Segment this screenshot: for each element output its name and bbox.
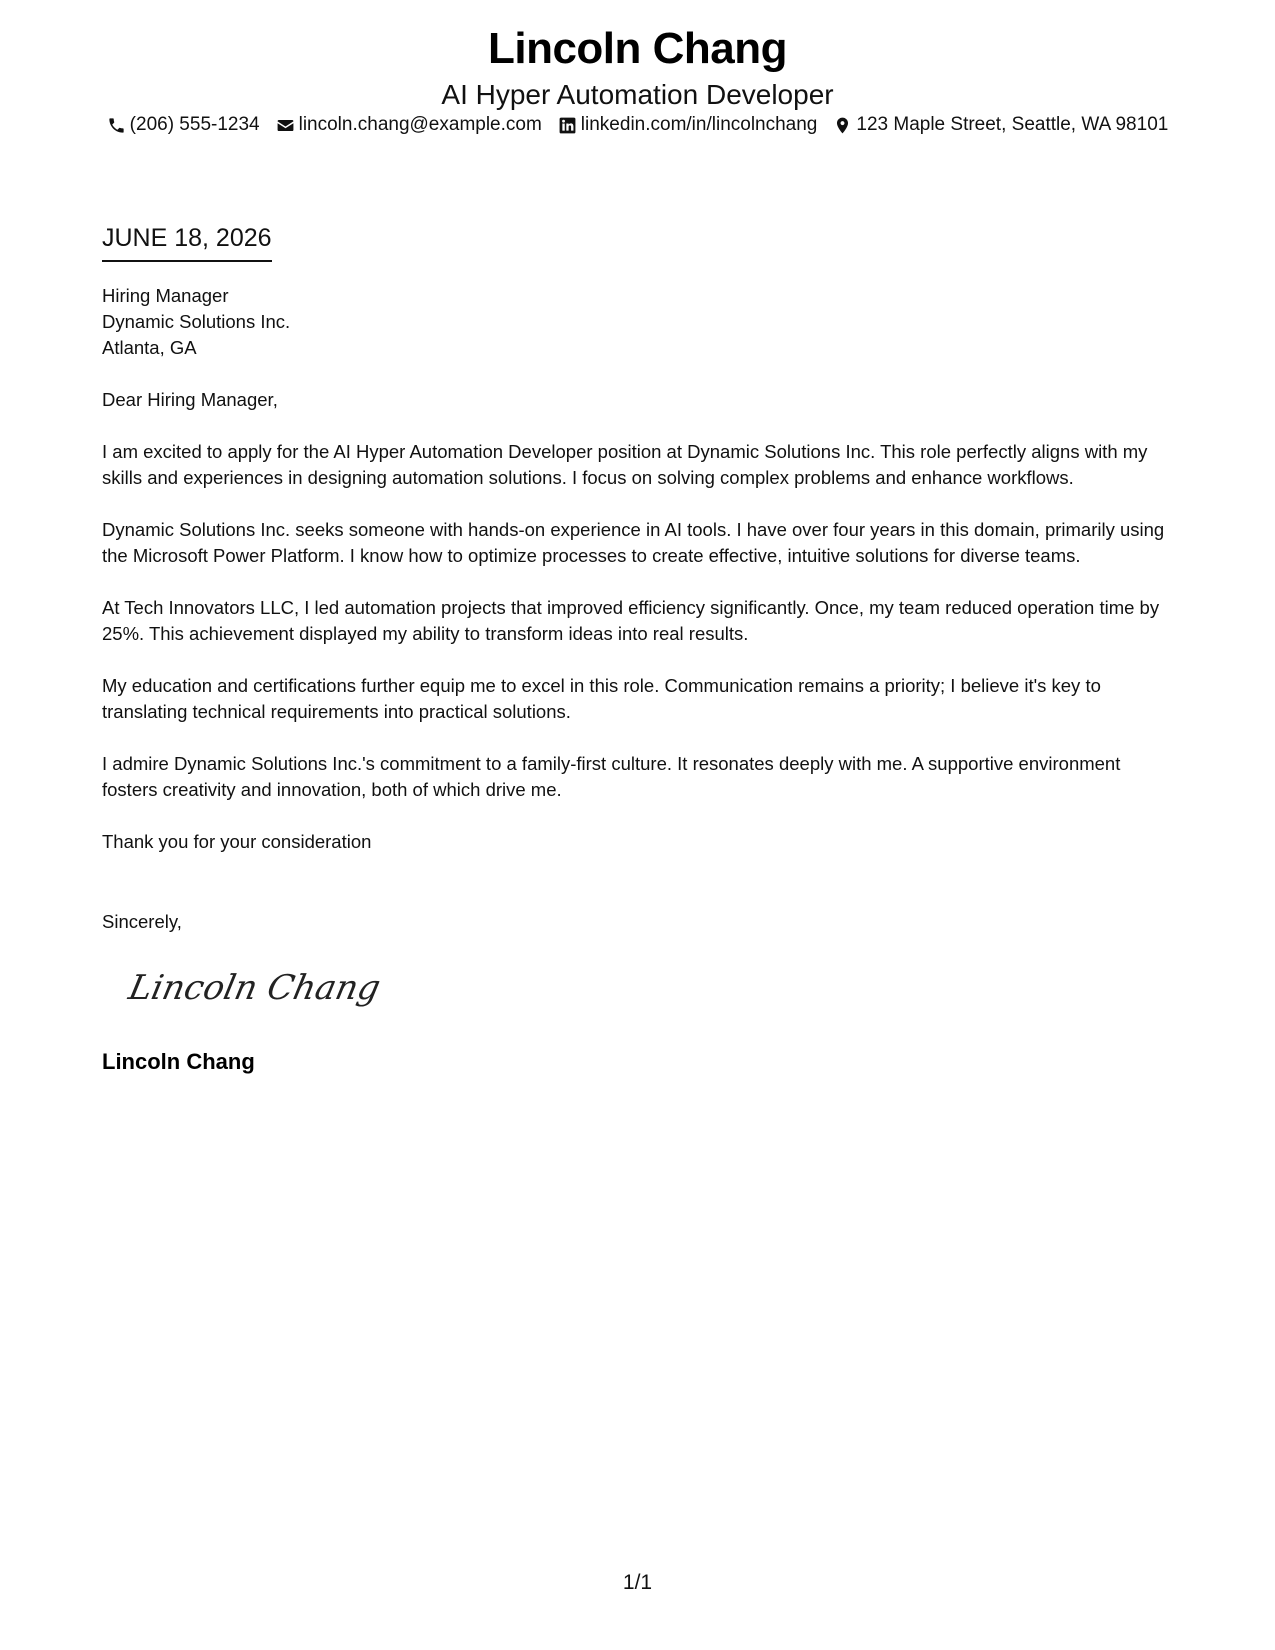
page-number: 1/1 bbox=[622, 1571, 653, 1594]
linkedin-url: linkedin.com/in/lincolnchang bbox=[580, 114, 818, 135]
envelope-icon bbox=[276, 116, 295, 135]
signature-image bbox=[125, 957, 384, 1017]
closing: Sincerely, bbox=[102, 911, 182, 932]
email-address: lincoln.chang@example.com bbox=[298, 114, 542, 135]
contact-address bbox=[833, 112, 1168, 138]
letter-paragraph: I admire Dynamic Solutions Inc.'s commitment to a family-first culture. It resonates deeply with me. A supportive environment fosters creativity and innovation, both of which drive me. bbox=[102, 753, 1121, 800]
phone-number: (206) 555-1234 bbox=[129, 114, 260, 135]
contact-email bbox=[276, 112, 542, 138]
applicant-title: AI Hyper Automation Developer bbox=[441, 79, 834, 110]
contact-linkedin bbox=[558, 112, 818, 138]
phone-icon bbox=[107, 116, 126, 135]
contact-phone bbox=[107, 112, 260, 138]
signer-name: Lincoln Chang bbox=[102, 1049, 255, 1074]
linkedin-icon bbox=[558, 116, 577, 135]
applicant-name: Lincoln Chang bbox=[487, 24, 788, 73]
letter-header bbox=[0, 20, 1275, 112]
salutation: Dear Hiring Manager, bbox=[102, 389, 278, 410]
map-marker-icon bbox=[833, 116, 852, 135]
recipient-line: Hiring Manager bbox=[102, 285, 229, 306]
letter-paragraph: At Tech Innovators LLC, I led automation projects that improved efficiency significantly. Once, my team reduced operation time by 25%. This achievement displayed my ability to transform ideas into real results. bbox=[102, 597, 1160, 644]
letter-paragraph: Dynamic Solutions Inc. seeks someone with hands-on experience in AI tools. I have over four years in this domain, primarily using the Microsoft Power Platform. I know how to optimize processes to create effective, intuitive solutions for diverse teams. bbox=[102, 519, 1165, 566]
letter-date: JUNE 18, 2026 bbox=[102, 222, 272, 262]
signature-text: Lincoln Chang bbox=[125, 968, 384, 1008]
street-address: 123 Maple Street, Seattle, WA 98101 bbox=[856, 114, 1169, 135]
letter-paragraph: My education and certifications further equip me to excel in this role. Communication remains a priority; I believe it's key to translating technical requirements into practical solutions. bbox=[102, 675, 1101, 722]
recipient-line: Atlanta, GA bbox=[102, 337, 197, 358]
letter-body bbox=[102, 283, 1177, 1076]
letter-paragraph: Thank you for your consideration bbox=[102, 831, 372, 852]
closing-spacer bbox=[102, 855, 1177, 909]
recipient-block bbox=[102, 283, 1177, 361]
contact-info bbox=[0, 112, 1275, 138]
letter-paragraph: I am excited to apply for the AI Hyper Automation Developer position at Dynamic Solutions Inc. This role perfectly aligns with my skills and experiences in designing automation solutions. I focus on solving complex problems and enhance workflows. bbox=[102, 441, 1148, 488]
recipient-line: Dynamic Solutions Inc. bbox=[102, 311, 291, 332]
